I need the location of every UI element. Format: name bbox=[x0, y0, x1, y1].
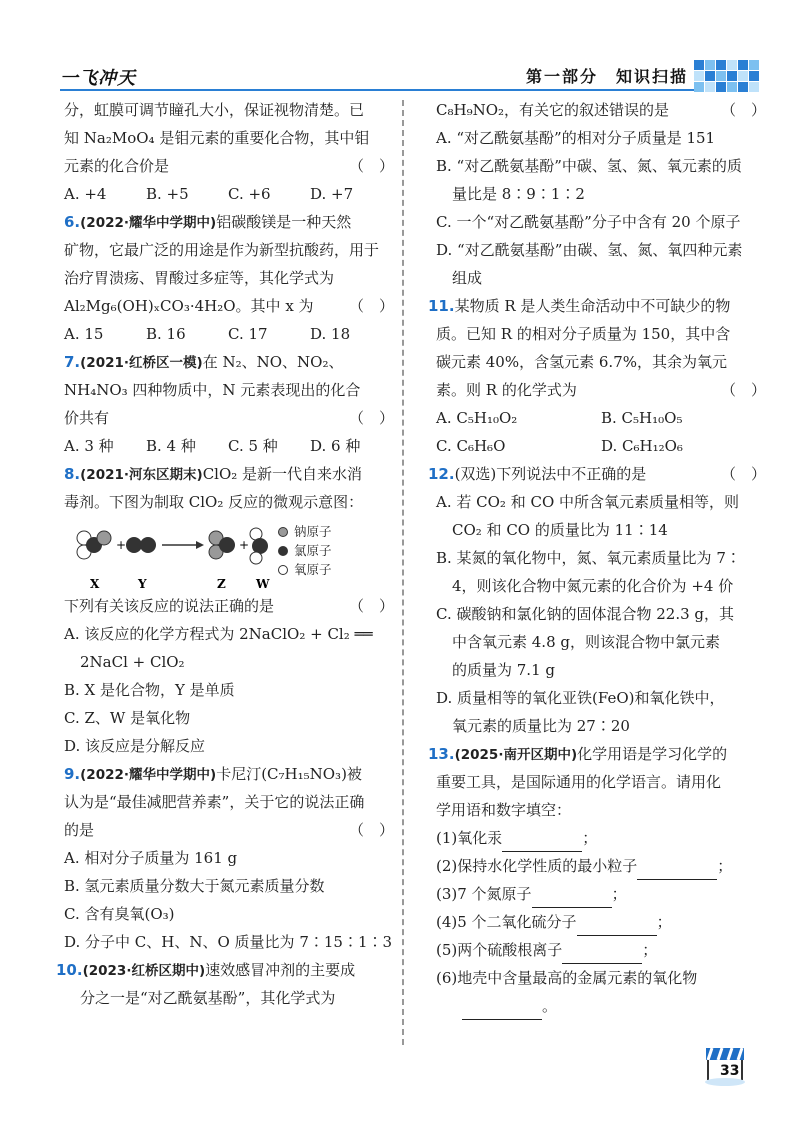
option-cont: 的质量为 7.1 g bbox=[452, 661, 555, 679]
oxygen-swatch bbox=[278, 565, 288, 575]
option: C. 碳酸钠和氯化钠的固体混合物 22.3 g，其 bbox=[436, 605, 735, 623]
question-source: (2021·河东区期末) bbox=[80, 467, 203, 483]
answer-blank[interactable] bbox=[577, 918, 657, 936]
question-source: (2021·红桥区一模) bbox=[80, 355, 203, 371]
text-line: 学用语和数字填空： bbox=[436, 801, 572, 819]
molecule-x bbox=[77, 531, 111, 559]
punct: ； bbox=[611, 885, 627, 903]
punct: ； bbox=[582, 829, 598, 847]
question-number: 12. bbox=[428, 465, 455, 483]
question-text: 某物质 R 是人类生命活动中不可缺少的物 bbox=[454, 297, 731, 315]
fill-label: (3)7 个氮原子 bbox=[436, 885, 532, 903]
left-column bbox=[56, 96, 394, 1012]
text-line: 分，虹膜可调节瞳孔大小，保证视物清楚。已 bbox=[64, 101, 365, 119]
text-line: 重要工具，是国际通用的化学语言。请用化 bbox=[436, 773, 722, 791]
question-number: 11. bbox=[428, 297, 455, 315]
molecule-w bbox=[250, 528, 268, 564]
question-text: 铝碳酸镁是一种天然 bbox=[216, 213, 352, 231]
question-text: (双选)下列说法中不正确的是 bbox=[454, 465, 647, 483]
diagram-legend bbox=[278, 522, 332, 579]
text-line: 质。已知 R 的相对分子质量为 150，其中含 bbox=[436, 325, 731, 343]
q7-stem bbox=[64, 348, 394, 376]
question-source: (2025·南开区期中) bbox=[454, 747, 578, 763]
options-row bbox=[64, 180, 394, 208]
option: C. Z、W 是氧化物 bbox=[64, 709, 191, 727]
molecule-y bbox=[126, 537, 156, 553]
answer-blank[interactable] bbox=[637, 862, 717, 880]
option: A. +4 bbox=[64, 185, 107, 203]
option: B. 16 bbox=[146, 325, 186, 343]
question-text: Al₂Mg₆(OH)ₓCO₃·4H₂O。其中 x 为 bbox=[64, 297, 314, 315]
page-number: 33 bbox=[720, 1063, 740, 1079]
text-line bbox=[436, 96, 766, 124]
q8-stem bbox=[64, 460, 394, 488]
legend-item bbox=[278, 541, 332, 560]
arrow-head bbox=[196, 541, 204, 549]
option: D. 18 bbox=[310, 325, 351, 343]
legend-label: 氯原子 bbox=[294, 543, 332, 558]
option: B. 4 种 bbox=[146, 437, 196, 455]
fill-item bbox=[436, 824, 766, 852]
fill-label: (2)保持水化学性质的最小粒子 bbox=[436, 857, 638, 875]
label-w: W bbox=[256, 577, 270, 591]
fill-item bbox=[436, 880, 766, 908]
q6-stem bbox=[64, 208, 394, 236]
option: C. 含有臭氧(O₃) bbox=[64, 905, 175, 923]
option: B. X 是化合物，Y 是单质 bbox=[64, 681, 235, 699]
label-y: Y bbox=[138, 577, 147, 591]
answer-paren: （ ） bbox=[348, 597, 394, 615]
punct: ； bbox=[717, 857, 733, 875]
fill-label: (5)两个硫酸根离子 bbox=[436, 941, 563, 959]
fill-item bbox=[436, 852, 766, 880]
question-number: 7. bbox=[64, 353, 81, 371]
fill-item bbox=[436, 936, 766, 964]
text-line bbox=[64, 816, 394, 844]
answer-blank[interactable] bbox=[562, 946, 642, 964]
option: C. +6 bbox=[228, 185, 271, 203]
q11-stem bbox=[428, 292, 766, 320]
section-title: 第一部分 知识扫描 bbox=[525, 67, 688, 86]
text-line: 治疗胃溃疡、胃酸过多症等，其化学式为 bbox=[64, 269, 335, 287]
fill-label: (4)5 个二氧化硫分子 bbox=[436, 913, 577, 931]
answer-paren: （ ） bbox=[348, 409, 394, 427]
brand-logo: 一飞冲天 bbox=[60, 68, 136, 89]
options-row bbox=[64, 320, 394, 348]
answer-blank[interactable] bbox=[462, 1002, 542, 1020]
options-row bbox=[436, 432, 766, 460]
legend-label: 钠原子 bbox=[294, 524, 332, 539]
question-text: 的是 bbox=[64, 821, 95, 839]
option-cont: 4，则该化合物中氮元素的化合价为 +4 价 bbox=[452, 577, 734, 595]
label-x: X bbox=[90, 577, 100, 591]
molecule-z bbox=[209, 531, 235, 559]
option: D. 分子中 C、H、N、O 质量比为 7∶15∶1∶3 bbox=[64, 933, 393, 951]
q9-stem bbox=[64, 760, 394, 788]
option-cont: CO₂ 和 CO 的质量比为 11∶14 bbox=[452, 521, 668, 539]
option: C. C₆H₆O bbox=[436, 437, 506, 455]
question-text: ClO₂ 是新一代自来水消 bbox=[202, 465, 363, 483]
option: D. 该反应是分解反应 bbox=[64, 737, 206, 755]
answer-blank[interactable] bbox=[532, 890, 612, 908]
option: B. +5 bbox=[146, 185, 189, 203]
text-line: 矿物，它最广泛的用途是作为新型抗酸药，用于 bbox=[64, 241, 380, 259]
option-cont: 2NaCl + ClO₂ bbox=[80, 653, 185, 671]
option: B. “对乙酰氨基酚”中碳、氢、氮、氧元素的质 bbox=[436, 157, 742, 175]
option: B. C₅H₁₀O₅ bbox=[601, 409, 683, 427]
option: D. C₆H₁₂O₆ bbox=[601, 437, 683, 455]
question-number: 6. bbox=[64, 213, 81, 231]
header-rule bbox=[60, 89, 700, 91]
reaction-svg bbox=[64, 516, 274, 592]
option: A. “对乙酰氨基酚”的相对分子质量是 151 bbox=[436, 129, 716, 147]
question-text: 化学用语是学习化学的 bbox=[577, 745, 728, 763]
chlorine-swatch bbox=[278, 546, 288, 556]
answer-paren: （ ） bbox=[720, 101, 766, 119]
question-number: 8. bbox=[64, 465, 81, 483]
question-source: (2022·耀华中学期中) bbox=[80, 767, 217, 783]
fill-item bbox=[436, 992, 766, 1020]
legend-item bbox=[278, 560, 332, 579]
question-number: 10. bbox=[56, 961, 83, 979]
options-row bbox=[64, 432, 394, 460]
options-row bbox=[436, 404, 766, 432]
text-line: NH₄NO₃ 四种物质中，N 元素表现出的化合 bbox=[64, 381, 361, 399]
option: D. 6 种 bbox=[310, 437, 361, 455]
question-text: 价共有 bbox=[64, 409, 110, 427]
answer-paren: （ ） bbox=[348, 157, 394, 175]
text-line bbox=[64, 292, 394, 320]
question-text: 卡尼汀(C₇H₁₅NO₃)被 bbox=[216, 765, 362, 783]
question-text: 下列有关该反应的说法正确的是 bbox=[64, 597, 275, 615]
page-number-badge bbox=[702, 1046, 748, 1088]
text-line: 毒剂。下图为制取 ClO₂ 反应的微观示意图： bbox=[64, 493, 364, 511]
question-source: (2022·耀华中学期中) bbox=[80, 215, 217, 231]
answer-paren: （ ） bbox=[348, 297, 394, 315]
option: D. 质量相等的氧化亚铁(FeO)和氧化铁中， bbox=[436, 689, 725, 707]
option: A. 若 CO₂ 和 CO 中所含氧元素质量相等，则 bbox=[436, 493, 740, 511]
option-cont: 中含氧元素 4.8 g，则该混合物中氯元素 bbox=[452, 633, 720, 651]
option: A. 该反应的化学方程式为 2NaClO₂ + Cl₂ ══ bbox=[64, 625, 373, 643]
text-line bbox=[436, 376, 766, 404]
text-line: 认为是“最佳减肥营养素”，关于它的说法正确 bbox=[64, 793, 365, 811]
punct: ； bbox=[642, 941, 658, 959]
question-number: 13. bbox=[428, 745, 455, 763]
option-cont: 氧元素的质量比为 27∶20 bbox=[452, 717, 630, 735]
text-line: 知 Na₂MoO₄ 是钼元素的重要化合物，其中钼 bbox=[64, 129, 370, 147]
option-cont: 组成 bbox=[452, 269, 483, 287]
question-text: 在 N₂、NO、NO₂、 bbox=[202, 353, 344, 371]
text-line bbox=[64, 592, 394, 620]
option: A. 相对分子质量为 161 g bbox=[64, 849, 238, 867]
punct: 。 bbox=[542, 997, 558, 1015]
option-cont: 量比是 8∶9∶1∶2 bbox=[452, 185, 585, 203]
option: C. 17 bbox=[228, 325, 268, 343]
fill-item: (6)地壳中含量最高的金属元素的氧化物 bbox=[436, 969, 698, 987]
right-column bbox=[428, 96, 766, 1020]
fill-label: (1)氧化汞 bbox=[436, 829, 503, 847]
question-source: (2023·红桥区期中) bbox=[82, 963, 206, 979]
plus-sign: + bbox=[116, 538, 127, 552]
option: A. 3 种 bbox=[64, 437, 114, 455]
option: C. 一个“对乙酰氨基酚”分子中含有 20 个原子 bbox=[436, 213, 741, 231]
sodium-swatch bbox=[278, 527, 288, 537]
fill-item bbox=[436, 908, 766, 936]
option: D. +7 bbox=[310, 185, 354, 203]
question-text: 速效感冒冲剂的主要成 bbox=[205, 961, 356, 979]
column-divider bbox=[402, 100, 404, 1045]
q12-stem bbox=[428, 460, 766, 488]
question-text: 素。则 R 的化学式为 bbox=[436, 381, 577, 399]
q13-stem bbox=[428, 740, 766, 768]
option: B. 氢元素质量分数大于氮元素质量分数 bbox=[64, 877, 325, 895]
page-header bbox=[0, 58, 800, 98]
punct: ； bbox=[656, 913, 672, 931]
question-text: 元素的化合价是 bbox=[64, 157, 170, 175]
question-text: C₈H₉NO₂，有关它的叙述错误的是 bbox=[436, 101, 670, 119]
plus-sign: + bbox=[239, 538, 250, 552]
text-line bbox=[64, 152, 394, 180]
legend-label: 氧原子 bbox=[294, 562, 332, 577]
checker-decoration bbox=[694, 60, 760, 92]
text-line: 分之一是“对乙酰氨基酚”，其化学式为 bbox=[80, 989, 336, 1007]
option: A. C₅H₁₀O₂ bbox=[436, 409, 518, 427]
legend-item bbox=[278, 522, 332, 541]
reaction-diagram bbox=[64, 516, 394, 592]
answer-paren: （ ） bbox=[720, 381, 766, 399]
question-number: 9. bbox=[64, 765, 81, 783]
option: B. 某氮的氧化物中，氮、氧元素质量比为 7∶ bbox=[436, 549, 741, 567]
label-z: Z bbox=[217, 577, 226, 591]
answer-blank[interactable] bbox=[502, 834, 582, 852]
text-line bbox=[64, 404, 394, 432]
q10-stem bbox=[56, 956, 394, 984]
text-line: 碳元素 40%，含氢元素 6.7%，其余为氧元 bbox=[436, 353, 727, 371]
option: C. 5 种 bbox=[228, 437, 278, 455]
option: D. “对乙酰氨基酚”由碳、氢、氮、氧四种元素 bbox=[436, 241, 743, 259]
option: A. 15 bbox=[64, 325, 104, 343]
answer-paren: （ ） bbox=[348, 821, 394, 839]
answer-paren: （ ） bbox=[720, 465, 766, 483]
